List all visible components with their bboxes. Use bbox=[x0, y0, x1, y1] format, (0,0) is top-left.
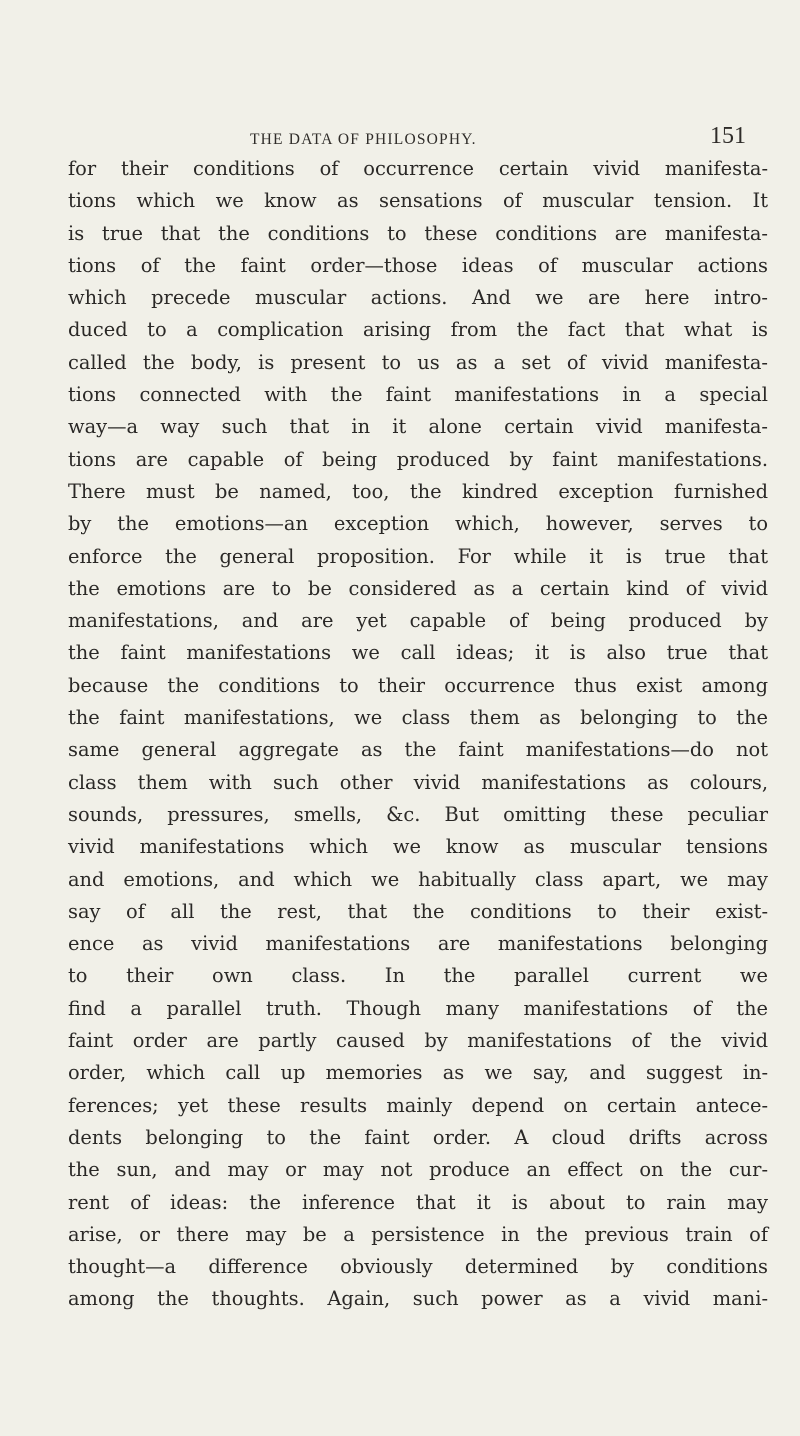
text-line: thought—a difference obviously determined by conditions bbox=[68, 1255, 768, 1279]
text-line: the faint manifestations we call ideas; it is also true that bbox=[68, 641, 768, 665]
text-line: tions which we know as sensations of muscular tension. It bbox=[68, 189, 768, 213]
text-line: sounds, pressures, smells, &c. But omitting these peculiar bbox=[68, 802, 768, 826]
text-line: manifestations, and are yet capable of being produced by bbox=[68, 609, 768, 633]
text-line: ence as vivid manifestations are manifestations belonging bbox=[68, 932, 768, 956]
page-number: 151 bbox=[710, 123, 746, 149]
text-line: is true that the conditions to these conditions are manifesta- bbox=[68, 221, 768, 245]
text-line: the sun, and may or may not produce an effect on the cur- bbox=[68, 1158, 768, 1182]
text-line: rent of ideas: the inference that it is about to rain may bbox=[68, 1190, 768, 1214]
text-line: tions connected with the faint manifestations in a special bbox=[68, 383, 768, 407]
text-line: tions are capable of being produced by faint manifestations. bbox=[68, 447, 768, 471]
text-line: and emotions, and which we habitually class apart, we may bbox=[68, 867, 768, 891]
text-line: the emotions are to be considered as a certain kind of vivid bbox=[68, 576, 768, 600]
text-line: say of all the rest, that the conditions to their exist- bbox=[68, 899, 768, 923]
text-line: the faint manifestations, we class them as belonging to the bbox=[68, 706, 768, 730]
text-line: duced to a complication arising from the fact that what is bbox=[68, 318, 768, 342]
text-line: for their conditions of occurrence certain vivid manifesta- bbox=[68, 157, 768, 180]
text-line: which precede muscular actions. And we are here intro- bbox=[68, 286, 768, 310]
text-line: dents belonging to the faint order. A cloud drifts across bbox=[68, 1125, 768, 1149]
text-line: enforce the general proposition. For while it is true that bbox=[68, 544, 768, 568]
text-line: There must be named, too, the kindred exception furnished bbox=[68, 479, 768, 503]
text-line: find a parallel truth. Though many manifestations of the bbox=[68, 996, 768, 1020]
text-line: called the body, is present to us as a set of vivid manifesta- bbox=[68, 350, 768, 374]
text-line: class them with such other vivid manifestations as colours, bbox=[68, 770, 768, 794]
text-line: same general aggregate as the faint manifestations—do not bbox=[68, 738, 768, 762]
text-line: because the conditions to their occurrence thus exist among bbox=[68, 673, 768, 697]
text-line: arise, or there may be a persistence in the previous train of bbox=[68, 1222, 768, 1246]
text-line: tions of the faint order—those ideas of muscular actions bbox=[68, 253, 768, 277]
running-head: THE DATA OF PHILOSOPHY. bbox=[250, 131, 477, 148]
body-text bbox=[68, 153, 768, 1316]
text-line: ferences; yet these results mainly depend on certain antece- bbox=[68, 1093, 768, 1117]
text-line: to their own class. In the parallel current we bbox=[68, 964, 768, 988]
text-line: among the thoughts. Again, such power as a vivid mani- bbox=[68, 1287, 768, 1311]
text-line: faint order are partly caused by manifestations of the vivid bbox=[68, 1029, 768, 1053]
text-line: by the emotions—an exception which, however, serves to bbox=[68, 512, 768, 536]
text-line: order, which call up memories as we say, and suggest in- bbox=[68, 1061, 768, 1085]
text-line: vivid manifestations which we know as muscular tensions bbox=[68, 835, 768, 859]
text-line: way—a way such that in it alone certain vivid manifesta- bbox=[68, 415, 768, 439]
